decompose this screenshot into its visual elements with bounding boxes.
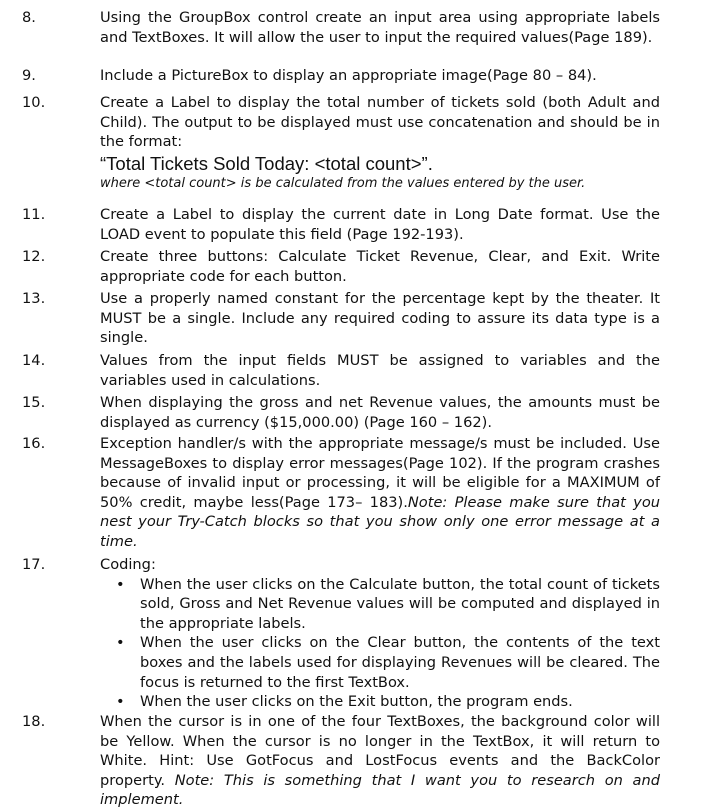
bullet-item: • When the user clicks on the Clear button, the contents of the text boxes and the labels used for displaying Revenues will be cleared. The focus is returned to the first TextBox.: [116, 634, 660, 691]
bullet-item: • When the user clicks on the Exit button, the program ends.: [116, 693, 573, 711]
format-note: where <total count> is be calculated from the values entered by the user.: [100, 175, 586, 191]
item-number: 14.: [22, 352, 46, 369]
item-number: 11.: [22, 206, 46, 223]
item-text: Using the GroupBox control create an input area using appropriate labels and TextBoxes. It will allow the user to input the required values(Page 189).: [100, 9, 660, 46]
item-number: 13.: [22, 290, 46, 307]
bullet-list: [100, 575, 660, 712]
item-text: When displaying the gross and net Revenue values, the amounts must be displayed as currency ($15,000.00) (Page 160 – 162).: [100, 394, 660, 431]
item-number: 16.: [22, 435, 46, 452]
item-text: Values from the input fields MUST be assigned to variables and the variables used in calculations.: [100, 352, 660, 389]
item-text: When the cursor is in one of the four TextBoxes, the background color will be Yellow. When the cursor is no longer in the TextBox, it will return to White. Hint: Use GotFocus and LostFocus events and the BackColor property.: [100, 713, 660, 789]
item-text: Coding:: [100, 556, 156, 573]
item-number: 15.: [22, 394, 46, 411]
bullet-icon: •: [116, 575, 125, 593]
item-text: Use a properly named constant for the percentage kept by the theater. It MUST be a single. Include any required coding to assure its data type is a single.: [100, 290, 660, 347]
item-text: Include a PictureBox to display an appropriate image(Page 80 – 84).: [100, 67, 597, 84]
item-text: Create three buttons: Calculate Ticket Revenue, Clear, and Exit. Write appropriate code for each button.: [100, 248, 660, 285]
item-text: Exception handler/s with the appropriate message/s must be included. Use MessageBoxes to display error messages(Page 102). If the program crashes because of invalid input or processing, it will be eligible for a MAXIMUM of 50% credit, maybe less(Page 173– 183).: [100, 435, 660, 511]
item-number: 17.: [22, 556, 46, 573]
item-number: 18.: [22, 713, 46, 730]
item-note: Note: Please make sure that you nest your Try-Catch blocks so that you show only one error message at a time.: [100, 493, 660, 550]
item-text: Create a Label to display the current date in Long Date format. Use the LOAD event to populate this field (Page 192-193).: [100, 206, 660, 243]
item-number: 9.: [22, 67, 36, 84]
item-number: 8.: [22, 9, 36, 26]
bullet-icon: •: [116, 634, 125, 652]
bullet-icon: •: [116, 693, 125, 711]
item-text: Create a Label to display the total number of tickets sold (both Adult and Child). The output to be displayed must use concatenation and should be in the format:: [100, 94, 660, 151]
output-format-text: “Total Tickets Sold Today: <total count>”.: [100, 152, 433, 174]
item-number: 10.: [22, 94, 46, 111]
item-number: 12.: [22, 248, 46, 265]
item-note: Note: This is something that I want you to research on and implement.: [100, 771, 661, 809]
bullet-item: • When the user clicks on the Calculate button, the total count of tickets sold, Gross and Net Revenue values will be computed and displayed in the appropriate labels.: [116, 575, 660, 632]
